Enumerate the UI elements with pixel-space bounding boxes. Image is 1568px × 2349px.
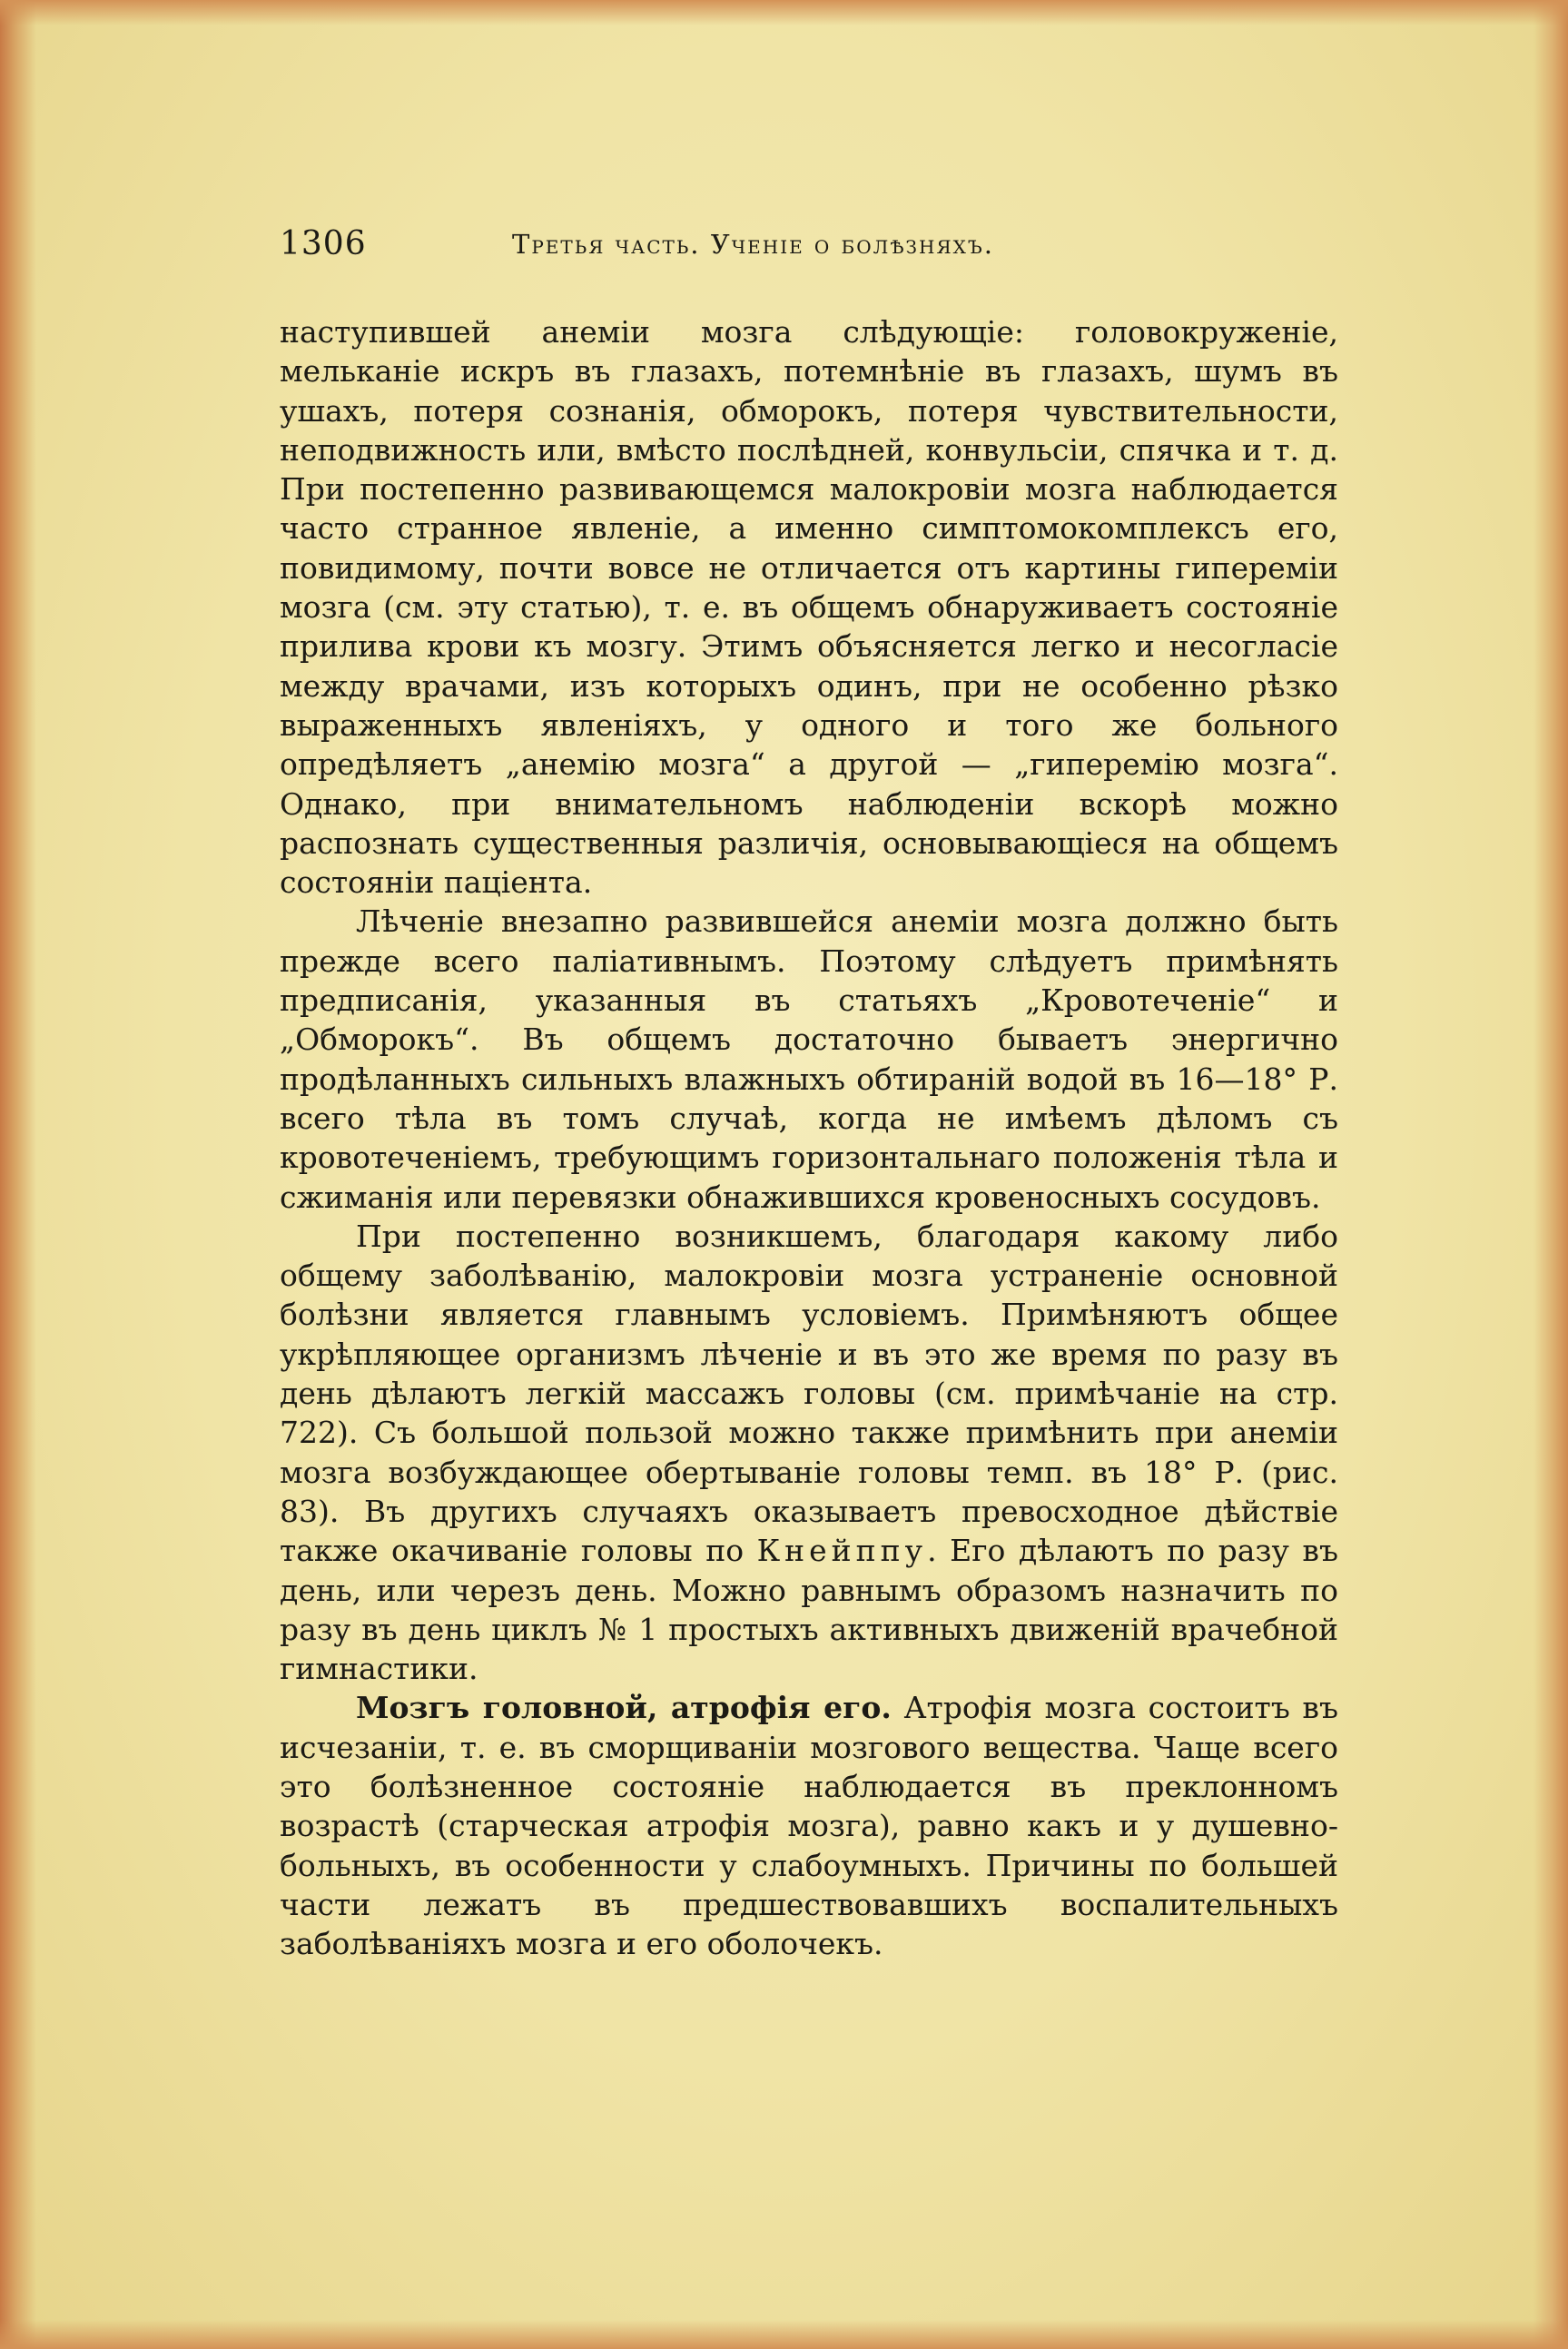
paragraph-3-name: Кнейппу xyxy=(756,1533,928,1569)
page-edge-right xyxy=(1533,0,1568,2349)
body-text xyxy=(280,312,1338,1963)
paragraph-2: Лѣченіе внезапно развившейся анеміи мозга должно быть прежде всего паліативнымъ. Поэтому слѣдуетъ примѣнять предписанія, указанныя въ статьяхъ „Кровотеченіе“ и „Обморокъ“. Въ общемъ достаточно бываетъ энергично продѣланныхъ сильныхъ влажныхъ обтираній водой въ 16—18° Р. всего тѣла въ томъ случаѣ, когда не имѣемъ дѣломъ съ кровотеченіемъ, требующимъ горизонтальнаго положенія тѣла и сжиманія или перевязки обнажившихся кровеносныхъ сосудовъ. xyxy=(280,903,1338,1215)
paragraph-4 xyxy=(280,1688,1338,1963)
running-head: Третья часть. Ученіе о болѣзняхъ. xyxy=(512,229,994,260)
page-number: 1306 xyxy=(280,225,367,262)
page-edge-bottom xyxy=(0,2320,1568,2349)
page-edge-top xyxy=(0,0,1568,25)
paragraph-3-text-after: . Его дѣлаютъ по разу въ день, или черезъ день. Можно равнымъ образомъ назначить по разу въ день циклъ № 1 простыхъ активныхъ движеній врачебной гимнастики. xyxy=(280,1533,1338,1687)
entry-heading: Мозгъ головной, атрофія его. xyxy=(356,1690,892,1726)
paragraph-1: наступившей анеміи мозга слѣдующіе: головокруженіе, мельканіе искръ въ глазахъ, потемнѣніе въ глазахъ, шумъ въ ушахъ, потеря сознанія, обморокъ, потеря чувствительности, неподвижность или, вмѣсто послѣдней, конвульсіи, спячка и т. д. При постепенно развивающемся малокровіи мозга наблюдается часто странное явленіе, а именно симптомокомплексъ его, повидимому, почти вовсе не отличается отъ картины гипереміи мозга (см. эту статью), т. е. въ общемъ обнаруживаетъ состояніе прилива крови къ мозгу. Этимъ объясняется легко и несогласіе между врачами, изъ которыхъ одинъ, при не особенно рѣзко выраженныхъ явленіяхъ, у одного и того же больного опредѣляетъ „анемію мозга“ а другой — „гиперемію мозга“. Однако, при внимательномъ наблюденіи вскорѣ можно распознать существенныя различія, основывающіеся на общемъ состояніи паціента. xyxy=(280,314,1338,901)
paragraph-3-text-before: При постепенно возникшемъ, благодаря какому либо общему заболѣванію, малокровіи мозга устраненіе основной болѣзни является главнымъ условіемъ. Примѣняютъ общее укрѣпляющее организмъ лѣченіе и въ это же время по разу въ день дѣлаютъ легкій массажъ головы (см. примѣчаніе на стр. 722). Съ большой пользой можно также примѣнить при анеміи мозга возбуждающее обертываніе головы темп. въ 18° Р. (рис. 83). Въ другихъ случаяхъ оказываетъ превосходное дѣйствіе также окачиваніе головы по xyxy=(280,1218,1338,1569)
page-header xyxy=(280,225,1342,271)
paragraph-4-text: Атрофія мозга состоитъ въ исчезаніи, т. е. въ сморщиваніи мозгового вещества. Чаще всего это болѣзненное состояніе наблюдается въ преклонномъ возрастѣ (старческая атрофія мозга), равно какъ и у душевно-больныхъ, въ особенности у слабоумныхъ. Причины по большей части лежатъ въ предшествовавшихъ воспалительныхъ заболѣваніяхъ мозга и его оболочекъ. xyxy=(280,1690,1338,1962)
paragraph-3 xyxy=(280,1217,1338,1689)
page-edge-left xyxy=(0,0,36,2349)
